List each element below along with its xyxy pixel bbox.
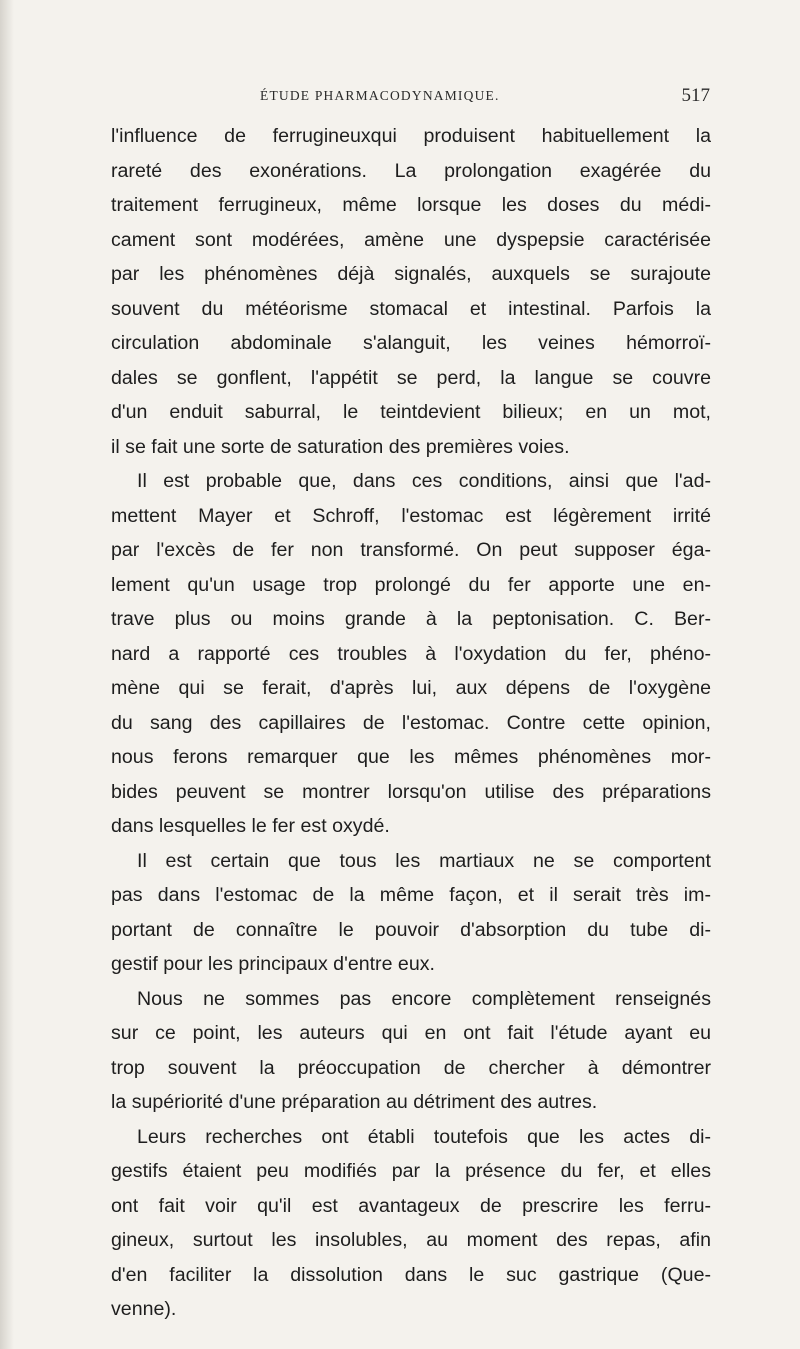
body-text — [111, 119, 711, 1327]
text-line: nous ferons remarquer que les mêmes phénomènes mor- — [111, 746, 711, 768]
paragraph — [111, 982, 711, 1120]
text-line: cament sont modérées, amène une dyspepsie caractérisée — [111, 228, 711, 251]
text-line: Leurs recherches ont établi toutefois que les actes di- — [137, 1125, 711, 1148]
text-line: la supériorité d'une préparation au détriment des autres. — [111, 1091, 598, 1113]
text-line: dans lesquelles le fer est oxydé. — [111, 815, 390, 837]
page-gutter-shadow — [0, 0, 14, 1349]
text-line: circulation abdominale s'alanguit, les veines hémorroï- — [111, 332, 711, 354]
text-line: dales se gonflent, l'appétit se perd, la langue se couvre — [111, 366, 711, 389]
text-line: gestifs étaient peu modifiés par la présence du fer, et elles — [111, 1160, 711, 1182]
text-line: l'influence de ferrugineuxqui produisent habituellement la — [111, 125, 711, 147]
running-head — [112, 85, 712, 112]
text-line: traitement ferrugineux, même lorsque les doses du médi- — [111, 194, 711, 216]
text-line: d'en faciliter la dissolution dans le suc gastrique (Que- — [111, 1263, 711, 1286]
text-line: mène qui se ferait, d'après lui, aux dépens de l'oxygène — [111, 677, 711, 699]
running-title: ÉTUDE PHARMACODYNAMIQUE. — [260, 88, 500, 103]
paragraph — [111, 844, 711, 982]
text-line: du sang des capillaires de l'estomac. Contre cette opinion, — [111, 711, 711, 734]
text-line: Il est certain que tous les martiaux ne se comportent — [137, 849, 711, 872]
paragraph — [111, 119, 711, 464]
text-line: trop souvent la préoccupation de chercher à démontrer — [111, 1056, 711, 1079]
text-line: sur ce point, les auteurs qui en ont fait l'étude ayant eu — [111, 1022, 711, 1044]
text-line: ont fait voir qu'il est avantageux de prescrire les ferru- — [111, 1194, 711, 1217]
text-line: portant de connaître le pouvoir d'absorption du tube di- — [111, 918, 711, 941]
text-line: venne). — [111, 1298, 177, 1320]
text-line: trave plus ou moins grande à la peptonisation. C. Ber- — [111, 608, 711, 630]
text-line: pas dans l'estomac de la même façon, et il serait très im- — [111, 884, 711, 906]
text-line: d'un enduit saburral, le teintdevient bilieux; en un mot, — [111, 401, 711, 423]
paragraph — [111, 1120, 711, 1327]
text-line: par l'excès de fer non transformé. On peut supposer éga- — [111, 539, 711, 561]
text-line: rareté des exonérations. La prolongation exagérée du — [111, 159, 711, 182]
paragraph — [111, 464, 711, 844]
text-line: Nous ne sommes pas encore complètement renseignés — [137, 987, 711, 1010]
text-line: gestif pour les principaux d'entre eux. — [111, 953, 435, 975]
text-line: il se fait une sorte de saturation des premières voies. — [111, 435, 570, 458]
text-line: mettent Mayer et Schroff, l'estomac est légèrement irrité — [111, 504, 711, 527]
text-line: Il est probable que, dans ces conditions, ainsi que l'ad- — [137, 470, 711, 492]
text-line: souvent du météorisme stomacal et intestinal. Parfois la — [111, 297, 711, 320]
text-line: lement qu'un usage trop prolongé du fer apporte une en- — [111, 573, 711, 596]
text-line: gineux, surtout les insolubles, au moment des repas, afin — [111, 1229, 711, 1251]
text-line: par les phénomènes déjà signalés, auxquels se surajoute — [111, 263, 711, 285]
page-number: 517 — [681, 85, 710, 106]
text-line: nard a rapporté ces troubles à l'oxydation du fer, phéno- — [111, 642, 711, 665]
text-line: bides peuvent se montrer lorsqu'on utilise des préparations — [111, 780, 711, 803]
